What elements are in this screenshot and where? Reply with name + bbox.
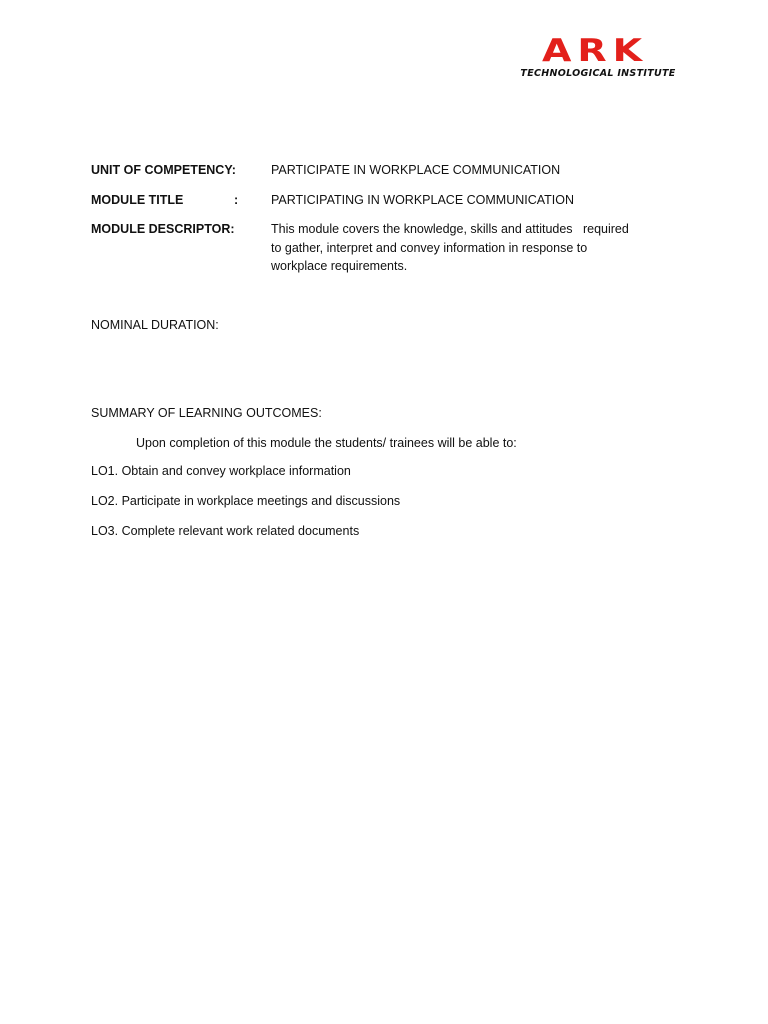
- logo-wordmark: ARK: [541, 32, 649, 69]
- logo-subtitle: TECHNOLOGICAL INSTITUTE: [520, 68, 676, 79]
- learning-outcome-item: LO1. Obtain and convey workplace information: [91, 464, 351, 478]
- descriptor-line: workplace requirements.: [271, 259, 408, 273]
- unit-of-competency-label: UNIT OF COMPETENCY:: [91, 163, 236, 177]
- descriptor-line: This module covers the knowledge, skills and attitudes required: [271, 222, 629, 236]
- module-descriptor-label: MODULE DESCRIPTOR:: [91, 222, 235, 236]
- module-title-value: PARTICIPATING IN WORKPLACE COMMUNICATION: [271, 193, 575, 207]
- module-title-colon: :: [234, 193, 239, 207]
- module-descriptor-value: [271, 220, 681, 276]
- summary-heading: SUMMARY OF LEARNING OUTCOMES:: [91, 406, 322, 420]
- summary-intro: Upon completion of this module the students/ trainees will be able to:: [136, 436, 517, 450]
- descriptor-line: to gather, interpret and convey information in response to: [271, 240, 588, 255]
- learning-outcome-item: LO3. Complete relevant work related documents: [91, 524, 360, 538]
- learning-outcome-item: LO2. Participate in workplace meetings and discussions: [91, 494, 401, 508]
- nominal-duration-label: NOMINAL DURATION:: [91, 318, 219, 332]
- unit-of-competency-value: PARTICIPATE IN WORKPLACE COMMUNICATION: [271, 163, 561, 177]
- module-title-label: MODULE TITLE: [91, 193, 184, 207]
